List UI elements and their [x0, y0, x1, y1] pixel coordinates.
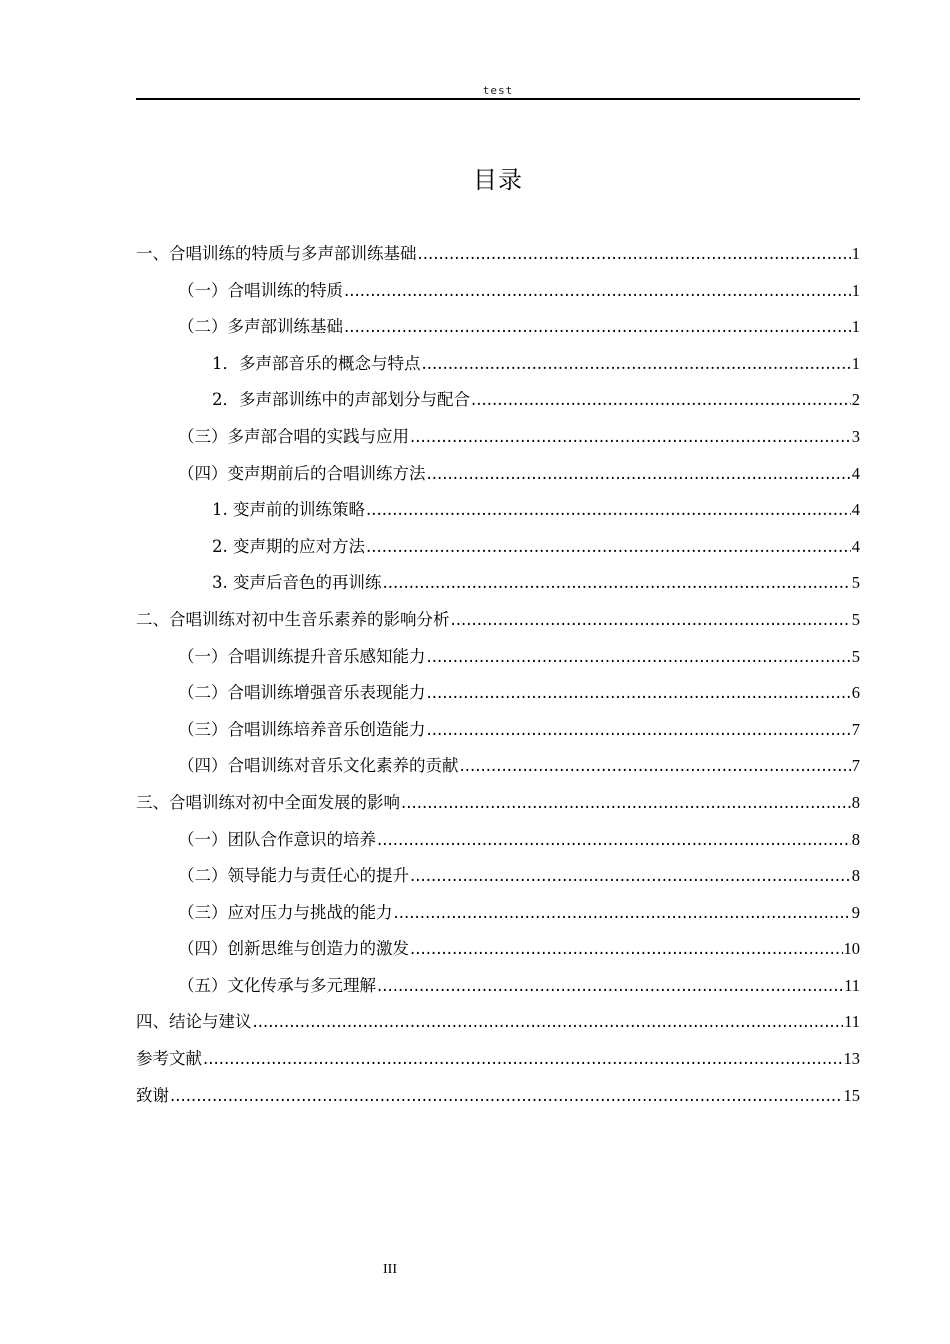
toc-entry-label: （四）创新思维与创造力的激发 — [178, 939, 409, 959]
toc-dot-leader — [377, 968, 843, 1005]
toc-dot-leader — [427, 675, 851, 712]
toc-entry[interactable] — [136, 419, 860, 456]
toc-dot-leader — [410, 858, 851, 895]
toc-entry-label: 2．多声部训练中的声部划分与配合 — [212, 390, 470, 410]
toc-entry-label: 3. 变声后音色的再训练 — [212, 573, 382, 593]
toc-entry-label: 一、合唱训练的特质与多声部训练基础 — [136, 244, 417, 263]
toc-entry[interactable] — [136, 565, 860, 602]
toc-entry-page: 11 — [844, 975, 860, 995]
toc-entry-label: （三）多声部合唱的实践与应用 — [178, 426, 409, 446]
toc-dot-leader — [410, 419, 851, 456]
toc-entry-label: 四、结论与建议 — [136, 1012, 252, 1032]
toc-dot-leader — [377, 822, 851, 859]
toc-entry-label: （二）多声部训练基础 — [178, 317, 343, 337]
toc-dot-leader — [422, 346, 851, 383]
toc-entry-page: 4 — [851, 536, 860, 556]
toc-entry-page: 7 — [851, 719, 860, 739]
toc-entry-label: （三）合唱训练培养音乐创造能力 — [178, 719, 426, 739]
toc-entry-label: （二）领导能力与责任心的提升 — [178, 866, 409, 886]
toc-entry[interactable] — [136, 639, 860, 676]
toc-entry[interactable] — [136, 858, 860, 895]
toc-entry-label: （一）合唱训练提升音乐感知能力 — [178, 646, 426, 666]
toc-entry[interactable] — [136, 346, 860, 383]
toc-entry-label: （二）合唱训练增强音乐表现能力 — [178, 683, 426, 703]
toc-entry-page: 13 — [843, 1049, 860, 1069]
toc-dot-leader — [383, 565, 851, 602]
toc-title: 目录 — [473, 166, 523, 194]
toc-entry-page: 9 — [851, 902, 860, 922]
toc-entry-page: 2 — [851, 390, 860, 410]
toc-entry[interactable] — [136, 931, 860, 968]
toc-entry-label: （五）文化传承与多元理解 — [178, 975, 376, 995]
toc-entry-label: （三）应对压力与挑战的能力 — [178, 902, 393, 922]
toc-dot-leader — [366, 529, 851, 566]
toc-dot-leader — [203, 1041, 843, 1078]
toc-entry-page: 5 — [851, 573, 860, 593]
toc-entry[interactable] — [136, 748, 860, 785]
toc-entry-label: 三、合唱训练对初中全面发展的影响 — [136, 792, 400, 812]
toc-entry-page: 1 — [851, 317, 860, 337]
toc-entry-page: 3 — [851, 426, 860, 446]
toc-dot-leader — [170, 1078, 843, 1115]
toc-entry-page: 1 — [851, 280, 860, 300]
toc-entry[interactable] — [136, 1041, 860, 1078]
toc-dot-leader — [418, 236, 851, 273]
toc-entry[interactable] — [136, 895, 860, 932]
toc-entry-label: （一）合唱训练的特质 — [178, 280, 343, 300]
toc-entry-page: 6 — [851, 683, 860, 703]
toc-entry-label: 1. 变声前的训练策略 — [212, 500, 365, 520]
toc-entry[interactable] — [136, 1078, 860, 1115]
toc-dot-leader — [427, 456, 851, 493]
toc-entry-label: （一）团队合作意识的培养 — [178, 829, 376, 849]
toc-entry-page: 5 — [851, 646, 860, 666]
toc-entry[interactable] — [136, 602, 860, 639]
toc-entry-page: 1 — [851, 353, 860, 373]
toc-dot-leader — [460, 748, 851, 785]
toc-entry-page: 7 — [851, 756, 860, 776]
toc-entry[interactable] — [136, 822, 860, 859]
toc-entry-label: 参考文献 — [136, 1049, 202, 1069]
toc-entry-label: 二、合唱训练对初中生音乐素养的影响分析 — [136, 609, 450, 629]
toc-dot-leader — [471, 382, 851, 419]
toc-entry[interactable] — [136, 382, 860, 419]
toc-entry-page: 5 — [851, 609, 860, 629]
toc-entry[interactable] — [136, 273, 860, 310]
toc-entry-page: 15 — [843, 1085, 860, 1105]
toc-entry[interactable] — [136, 675, 860, 712]
toc-entry-page: 4 — [851, 500, 860, 520]
page-header: test — [482, 84, 514, 97]
toc-dot-leader — [394, 895, 851, 932]
toc-entry[interactable] — [136, 529, 860, 566]
footer-page-number: III — [383, 1262, 397, 1277]
toc-dot-leader — [427, 712, 851, 749]
toc-entry-label: 2. 变声期的应对方法 — [212, 536, 365, 556]
toc-entry[interactable] — [136, 492, 860, 529]
toc-dot-leader — [410, 931, 843, 968]
toc-entry-label: 1．多声部音乐的概念与特点 — [212, 353, 421, 373]
toc-dot-leader — [344, 309, 851, 346]
toc-entry[interactable] — [136, 712, 860, 749]
toc-entry[interactable] — [136, 968, 860, 1005]
header-rule — [136, 98, 860, 100]
toc-dot-leader — [451, 602, 851, 639]
table-of-contents — [136, 236, 860, 1114]
toc-entry-page: 4 — [851, 463, 860, 483]
toc-entry-page: 1 — [851, 244, 860, 263]
toc-dot-leader — [401, 785, 851, 822]
toc-entry-page: 8 — [851, 829, 860, 849]
toc-entry-page: 11 — [844, 1012, 860, 1032]
toc-dot-leader — [344, 273, 851, 310]
toc-entry-page: 10 — [843, 939, 860, 959]
toc-dot-leader — [427, 639, 851, 676]
toc-entry-label: 致谢 — [136, 1085, 169, 1105]
toc-entry-page: 8 — [851, 866, 860, 886]
toc-dot-leader — [253, 1004, 844, 1041]
toc-dot-leader — [366, 492, 851, 529]
toc-entry[interactable] — [136, 785, 860, 822]
toc-entry[interactable] — [136, 456, 860, 493]
toc-entry[interactable] — [136, 236, 860, 273]
toc-entry-label: （四）变声期前后的合唱训练方法 — [178, 463, 426, 483]
toc-entry[interactable] — [136, 1004, 860, 1041]
toc-entry-label: （四）合唱训练对音乐文化素养的贡献 — [178, 756, 459, 776]
toc-entry[interactable] — [136, 309, 860, 346]
toc-entry-page: 8 — [851, 792, 860, 812]
